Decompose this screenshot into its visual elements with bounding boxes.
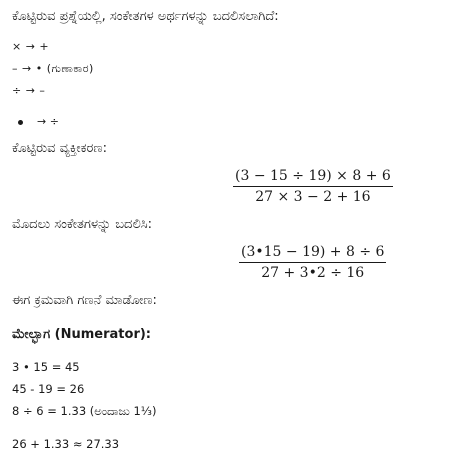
numerator-heading: ಮೇಲ್ಭಾಗ (Numerator): <box>12 327 152 342</box>
intro-text: ಕೊಟ್ಟಿರುವ ಪ್ರಶ್ನೆಯಲ್ಲಿ, ಸಂಕೇತಗಳ ಅರ್ಥಗಳನ್ನು ಬದಲಿಸಲಾಗಿದೆ: <box>12 9 279 24</box>
step-3: 8 ÷ 6 = 1.33 (ಅಂದಾಜು 1⅓) <box>12 404 157 418</box>
mapping-minus-to-multiply: – → • (ಗುಣಾಕಾರ) <box>12 62 94 75</box>
replaced-expression <box>239 243 386 282</box>
bullet-icon <box>18 120 23 125</box>
fraction-bar <box>239 262 386 263</box>
replace-label: ಮೊದಲು ಸಂಕೇತಗಳನ್ನು ಬದಲಿಸಿ: <box>12 217 153 232</box>
mapping-times-to-plus: × → + <box>12 40 50 53</box>
mapping-bullet-item <box>18 114 59 130</box>
fraction-bar <box>233 186 393 187</box>
mapping-bullet-text: → ÷ <box>37 115 59 128</box>
compute-label: ಈಗ ಕ್ರಮವಾಗಿ ಗಣನೆ ಮಾಡೋಣ: <box>12 293 157 308</box>
mapping-divide-to-minus: ÷ → – <box>12 84 46 97</box>
given-expression <box>233 167 393 206</box>
replaced-numerator: (3•15 − 19) + 8 ÷ 6 <box>241 244 385 260</box>
step-2: 45 - 19 = 26 <box>12 382 85 396</box>
replaced-denominator: 27 + 3•2 ÷ 16 <box>261 265 365 281</box>
step-1: 3 • 15 = 45 <box>12 360 80 374</box>
given-numerator: (3 − 15 ÷ 19) × 8 + 6 <box>235 168 391 184</box>
given-denominator: 27 × 3 − 2 + 16 <box>255 189 371 205</box>
step-4: 26 + 1.33 ≈ 27.33 <box>12 437 120 451</box>
given-expression-label: ಕೊಟ್ಟಿರುವ ವ್ಯಕ್ತೀಕರಣ: <box>12 141 107 156</box>
